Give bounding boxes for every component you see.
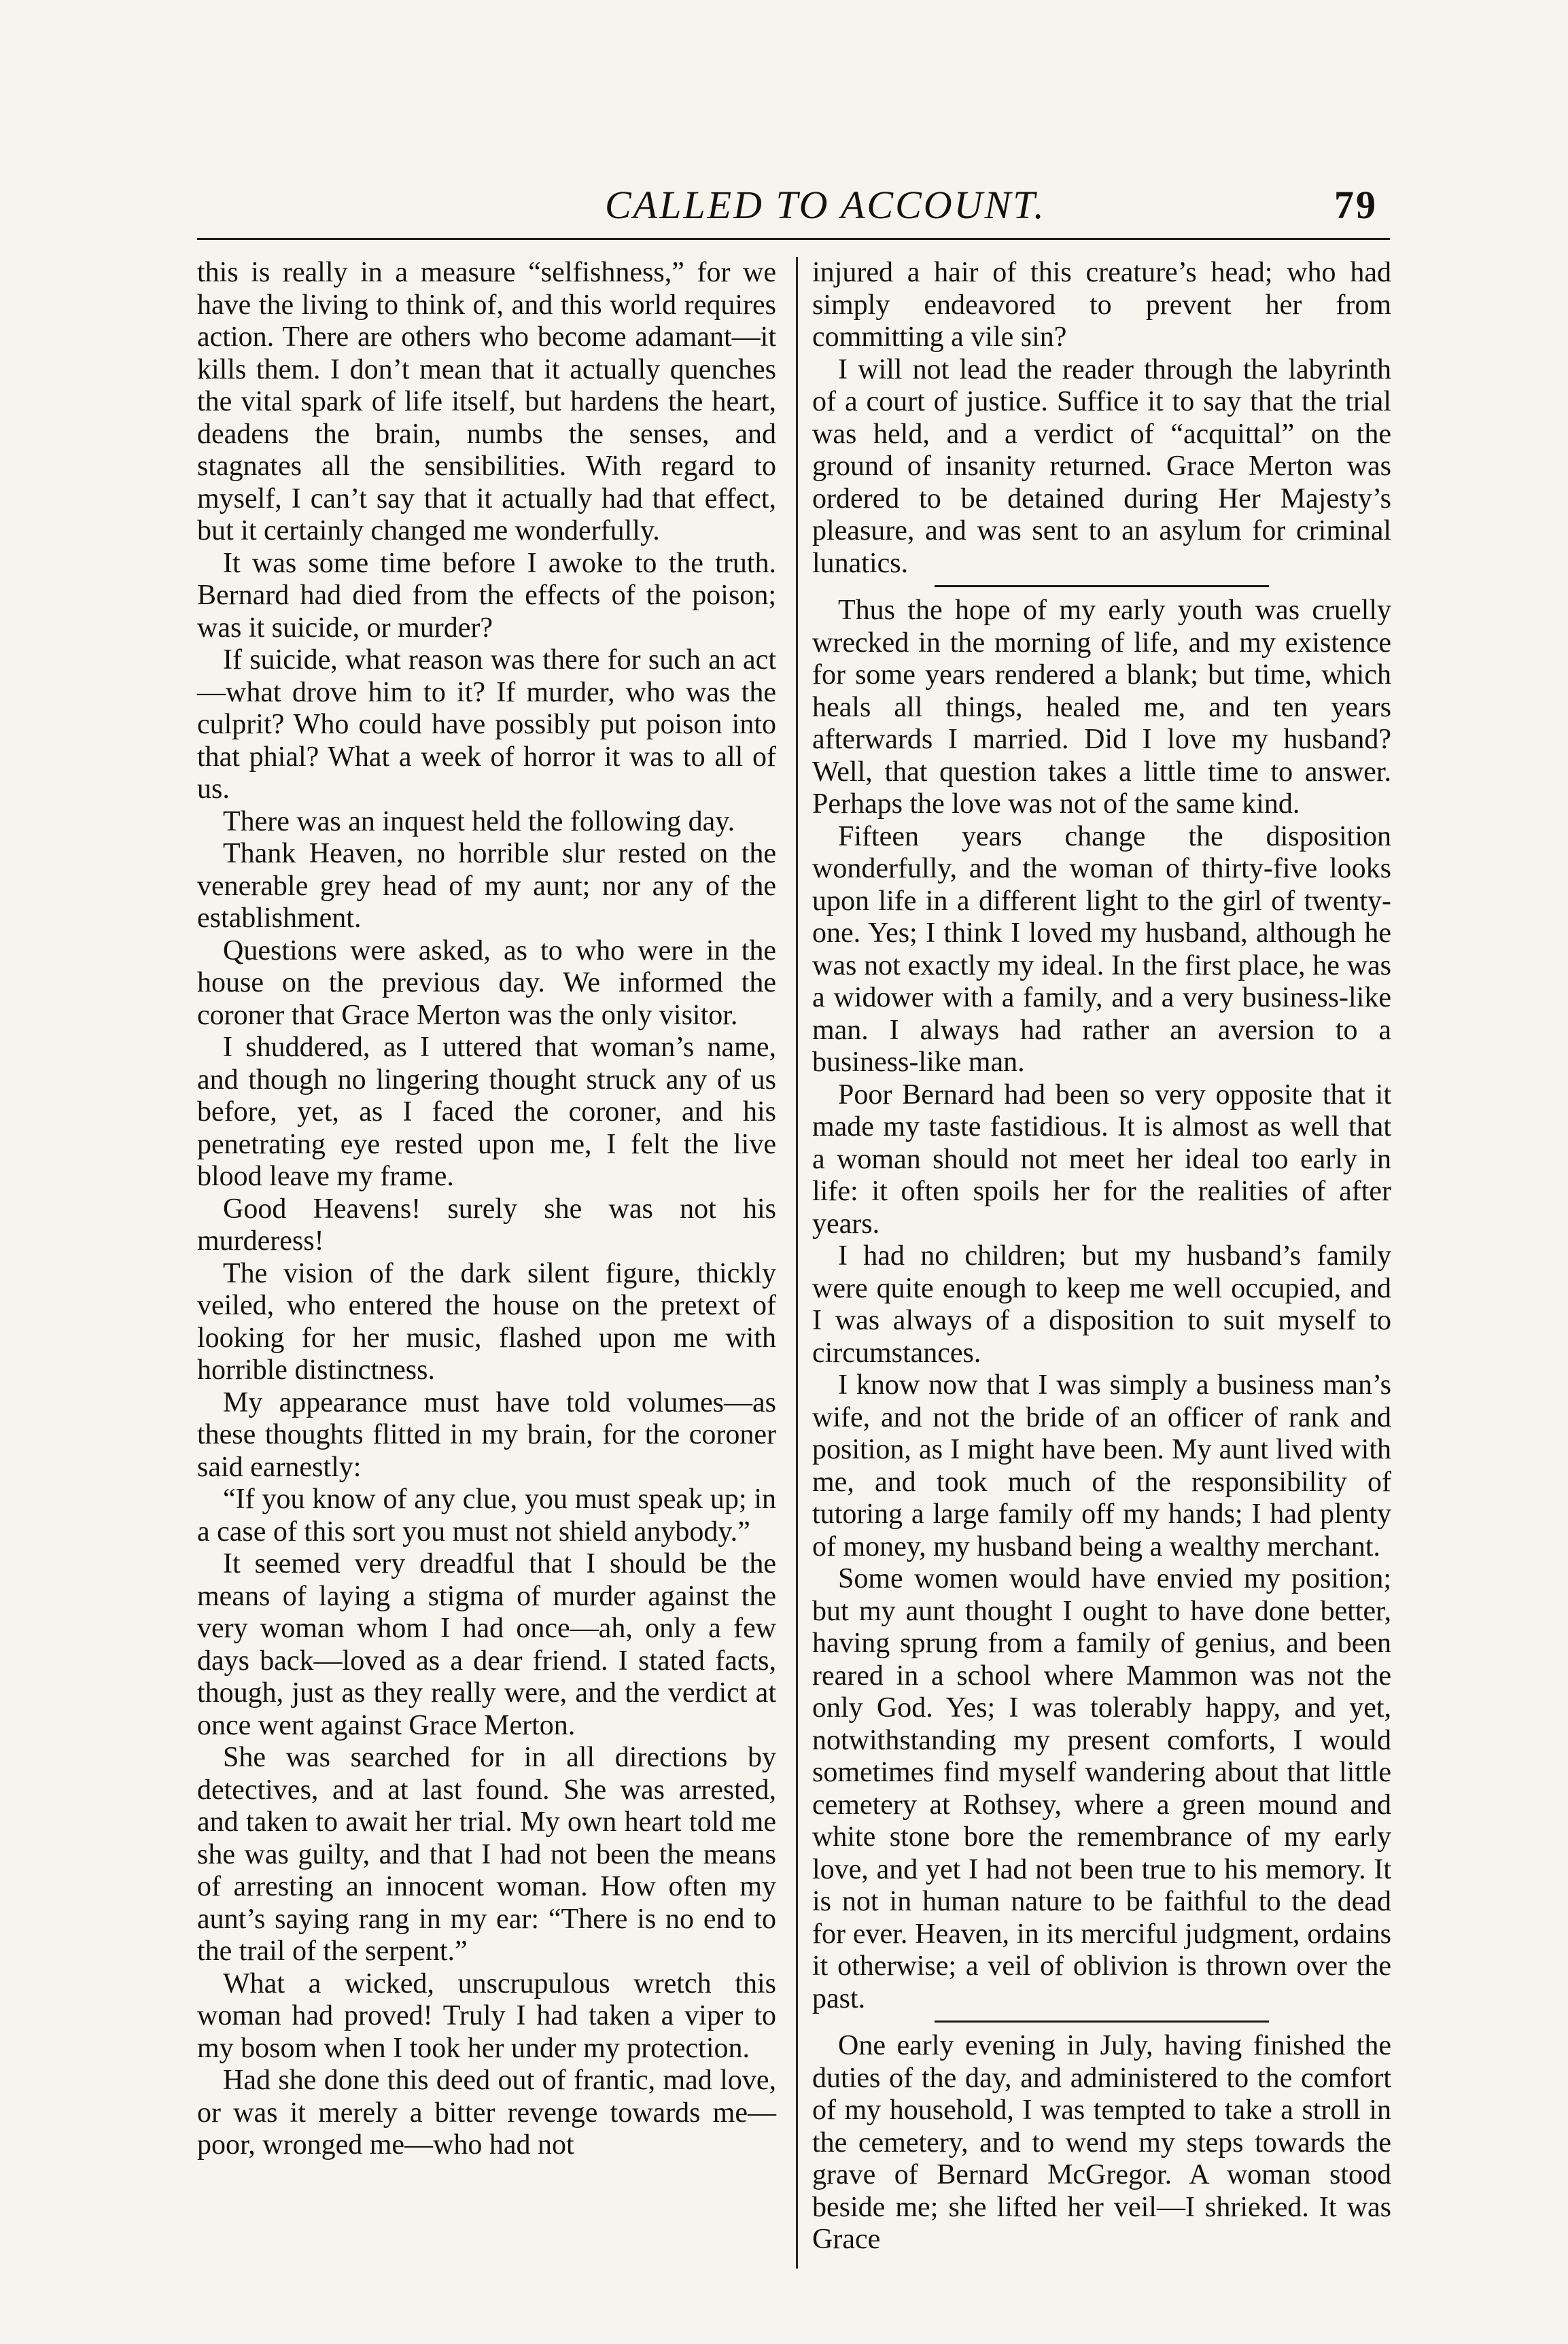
- paragraph: My appearance must have told volumes—as these thoughts flitted in my brain, for the coroner said earnestly:: [197, 1386, 776, 1483]
- section-divider: [812, 580, 1391, 595]
- paragraph: Thus the hope of my early youth was cruelly wrecked in the morning of life, and my existence for some years rendered a blank; but time, which heals all things, healed me, and ten years afterwards I married. Did I love my husband? Well, that question takes a little time to answer. Perhaps the love was not of the same kind.: [812, 595, 1391, 820]
- paragraph: injured a hair of this creature’s head; who had simply endeavored to prevent her from committing a vile sin?: [812, 257, 1391, 353]
- paragraph: The vision of the dark silent figure, thickly veiled, who entered the house on the pretext of looking for her music, flashed upon me with horrible distinctness.: [197, 1257, 776, 1386]
- header-rule: [197, 238, 1390, 240]
- paragraph: Thank Heaven, no horrible slur rested on the venerable grey head of my aunt; nor any of the establishment.: [197, 838, 776, 934]
- paragraph: There was an inquest held the following day.: [223, 805, 735, 837]
- page-header: [197, 182, 1378, 230]
- paragraph: Good Heavens! surely she was not his murderess!: [197, 1193, 776, 1257]
- section-divider: [812, 2015, 1391, 2030]
- paragraph: Questions were asked, as to who were in the house on the previous day. We informed the coroner that Grace Merton was the only visitor.: [197, 934, 776, 1031]
- paragraph: It was some time before I awoke to the truth. Bernard had died from the effects of the poison; was it suicide, or murder?: [197, 547, 776, 644]
- paragraph: I shuddered, as I uttered that woman’s name, and though no lingering thought struck any of us before, yet, as I faced the coroner, and his penetrating eye rested upon me, I felt the live blood leave my frame.: [197, 1032, 776, 1192]
- left-column: [197, 257, 776, 2162]
- paragraph: If suicide, what reason was there for such an act—what drove him to it? If murder, who was the culprit? Who could have possibly put poison into that phial? What a week of horror it was to all of us.: [197, 644, 776, 805]
- paragraph: I know now that I was simply a business man’s wife, and not the bride of an officer of rank and position, as I might have been. My aunt lived with me, and took much of the responsibility of tutoring a large family off my hands; I had plenty of money, my husband being a wealthy merchant.: [812, 1369, 1391, 1562]
- column-rule: [796, 257, 798, 2269]
- right-column: [812, 257, 1391, 2256]
- paragraph: It seemed very dreadful that I should be the means of laying a stigma of murder against the very woman whom I had once—ah, only a few days back—loved as a dear friend. I stated facts, though, just as they really were, and the verdict at once went against Grace Merton.: [197, 1548, 776, 1741]
- paragraph: I will not lead the reader through the labyrinth of a court of justice. Suffice it to say that the trial was held, and a verdict of “acquittal” on the ground of insanity returned. Grace Merton was ordered to be detained during Her Majesty’s pleasure, and was sent to an asylum for criminal lunatics.: [812, 353, 1391, 579]
- page-number: 79: [1334, 183, 1378, 227]
- paragraph: “If you know of any clue, you must speak up; in a case of this sort you must not shield anybody.”: [197, 1484, 776, 1547]
- paragraph: One early evening in July, having finished the duties of the day, and administered to the comfort of my household, I was tempted to take a stroll in the cemetery, and to wend my steps towards the grave of Bernard McGregor. A woman stood beside me; she lifted her veil—I shrieked. It was Grace: [812, 2030, 1391, 2255]
- running-title: CALLED TO ACCOUNT.: [605, 183, 1046, 227]
- paragraph: Fifteen years change the disposition wonderfully, and the woman of thirty-five looks upon life in a different light to the girl of twenty-one. Yes; I think I loved my husband, although he was not exactly my ideal. In the first place, he was a widower with a family, and a very business-like man. I always had rather an aversion to a business-like man.: [812, 820, 1391, 1078]
- paragraph: Poor Bernard had been so very opposite that it made my taste fastidious. It is almost as well that a woman should not meet her ideal too early in life: it often spoils her for the realities of after years.: [812, 1079, 1391, 1240]
- paragraph: this is really in a measure “selfishness,” for we have the living to think of, and this world requires action. There are others who become adamant—it kills them. I don’t mean that it actually quenches the vital spark of life itself, but hardens the heart, deadens the brain, numbs the senses, and stagnates all the sensibilities. With regard to myself, I can’t say that it actually had that effect, but it certainly changed me wonderfully.: [197, 257, 776, 546]
- paragraph: Had she done this deed out of frantic, mad love, or was it merely a bitter revenge towards me—poor, wronged me—who had not: [197, 2065, 776, 2161]
- paragraph: She was searched for in all directions by detectives, and at last found. She was arrested, and taken to await her trial. My own heart told me she was guilty, and that I had not been the means of arresting an innocent woman. How often my aunt’s saying rang in my ear: “There is no end to the trail of the serpent.”: [197, 1742, 776, 1967]
- paragraph: I had no children; but my husband’s family were quite enough to keep me well occupied, and I was always of a disposition to suit myself to circumstances.: [812, 1240, 1391, 1369]
- paragraph: What a wicked, unscrupulous wretch this woman had proved! Truly I had taken a viper to my bosom when I took her under my protection.: [197, 1967, 776, 2064]
- paragraph: Some women would have envied my position; but my aunt thought I ought to have done better, having sprung from a family of genius, and been reared in a school where Mammon was not the only God. Yes; I was tolerably happy, and yet, notwithstanding my present comforts, I would sometimes find myself wandering about that little cemetery at Rothsey, where a green mound and white stone bore the remembrance of my early love, and yet I had not been true to his memory. It is not in human nature to be faithful to the dead for ever. Heaven, in its merciful judgment, ordains it otherwise; a veil of oblivion is thrown over the past.: [812, 1563, 1391, 2014]
